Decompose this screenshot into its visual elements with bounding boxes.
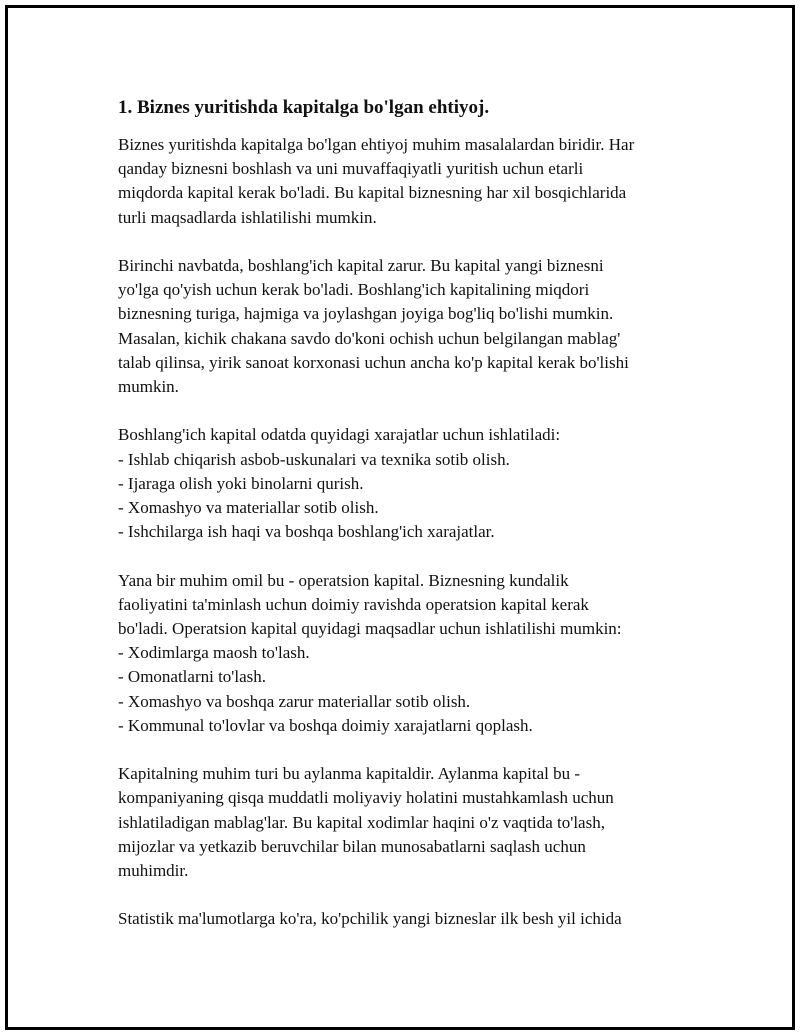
paragraph xyxy=(118,254,698,399)
text-line: turli maqsadlarda ishlatilishi mumkin. xyxy=(118,207,377,227)
paragraph-gap xyxy=(118,230,698,254)
paragraph-gap xyxy=(118,883,698,907)
text-line: talab qilinsa, yirik sanoat korxonasi uchun ancha ko'p kapital kerak bo'lishi xyxy=(118,352,629,372)
text-line: - Xomashyo va materiallar sotib olish. xyxy=(118,498,379,518)
text-line: miqdorda kapital kerak bo'ladi. Bu kapital biznesning har xil bosqichlarida xyxy=(118,183,627,203)
paragraph-container xyxy=(118,133,698,932)
paragraph xyxy=(118,423,698,544)
text-line: Birinchi navbatda, boshlang'ich kapital zarur. Bu kapital yangi biznesni xyxy=(118,256,604,275)
paragraph-gap xyxy=(118,399,698,423)
text-line: faoliyatini ta'minlash uchun doimiy ravishda operatsion kapital kerak xyxy=(118,594,589,614)
paragraph xyxy=(118,762,698,883)
text-line: - Xodimlarga maosh to'lash. xyxy=(118,643,310,663)
text-line: ishlatiladigan mablag'lar. Bu kapital xodimlar haqini o'z vaqtida to'lash, xyxy=(118,812,605,832)
paragraph xyxy=(118,133,698,230)
text-line: - Omonatlarni to'lash. xyxy=(118,667,267,687)
paragraph xyxy=(118,569,698,738)
text-line: - Kommunal to'lovlar va boshqa doimiy xarajatlarni qoplash. xyxy=(118,715,533,735)
text-line: Masalan, kichik chakana savdo do'koni ochish uchun belgilangan mablag' xyxy=(118,328,621,348)
text-line: - Ishlab chiqarish asbob-uskunalari va texnika sotib olish. xyxy=(118,449,510,469)
paragraph-gap xyxy=(118,544,698,568)
text-line: yo'lga qo'yish uchun kerak bo'ladi. Boshlang'ich kapitalining miqdori xyxy=(118,280,590,300)
text-line: qanday biznesni boshlash va uni muvaffaqiyatli yuritish uchun etarli xyxy=(118,159,584,179)
text-line: - Ishchilarga ish haqi va boshqa boshlang'ich xarajatlar. xyxy=(118,522,495,542)
text-line: mijozlar va yetkazib beruvchilar bilan munosabatlarni saqlash uchun xyxy=(118,836,586,856)
paragraph-gap xyxy=(118,738,698,762)
document-heading: 1. Biznes yuritishda kapitalga bo'lgan ehtiyoj. xyxy=(118,97,490,118)
text-line: mumkin. xyxy=(118,377,179,397)
text-line: muhimdir. xyxy=(118,861,189,881)
text-line: Statistik ma'lumotlarga ko'ra, ko'pchilik yangi bizneslar ilk besh yil ichida xyxy=(118,909,622,929)
text-line: - Ijaraga olish yoki binolarni qurish. xyxy=(118,473,364,493)
text-line: Biznes yuritishda kapitalga bo'lgan ehtiyoj muhim masalalardan biridir. Har xyxy=(118,135,635,154)
document-body xyxy=(118,91,698,932)
paragraph xyxy=(118,907,698,931)
text-line: kompaniyaning qisqa muddatli moliyaviy holatini mustahkamlash uchun xyxy=(118,788,614,808)
text-line: bo'ladi. Operatsion kapital quyidagi maqsadlar uchun ishlatilishi mumkin: xyxy=(118,619,622,639)
text-line: Yana bir muhim omil bu - operatsion kapital. Biznesning kundalik xyxy=(118,570,569,590)
text-line: Boshlang'ich kapital odatda quyidagi xarajatlar uchun ishlatiladi: xyxy=(118,425,561,445)
text-line: - Xomashyo va boshqa zarur materiallar sotib olish. xyxy=(118,691,471,711)
text-line: biznesning turiga, hajmiga va joylashgan joyiga bog'liq bo'lishi mumkin. xyxy=(118,304,614,324)
text-line: Kapitalning muhim turi bu aylanma kapitaldir. Aylanma kapital bu - xyxy=(118,764,581,784)
